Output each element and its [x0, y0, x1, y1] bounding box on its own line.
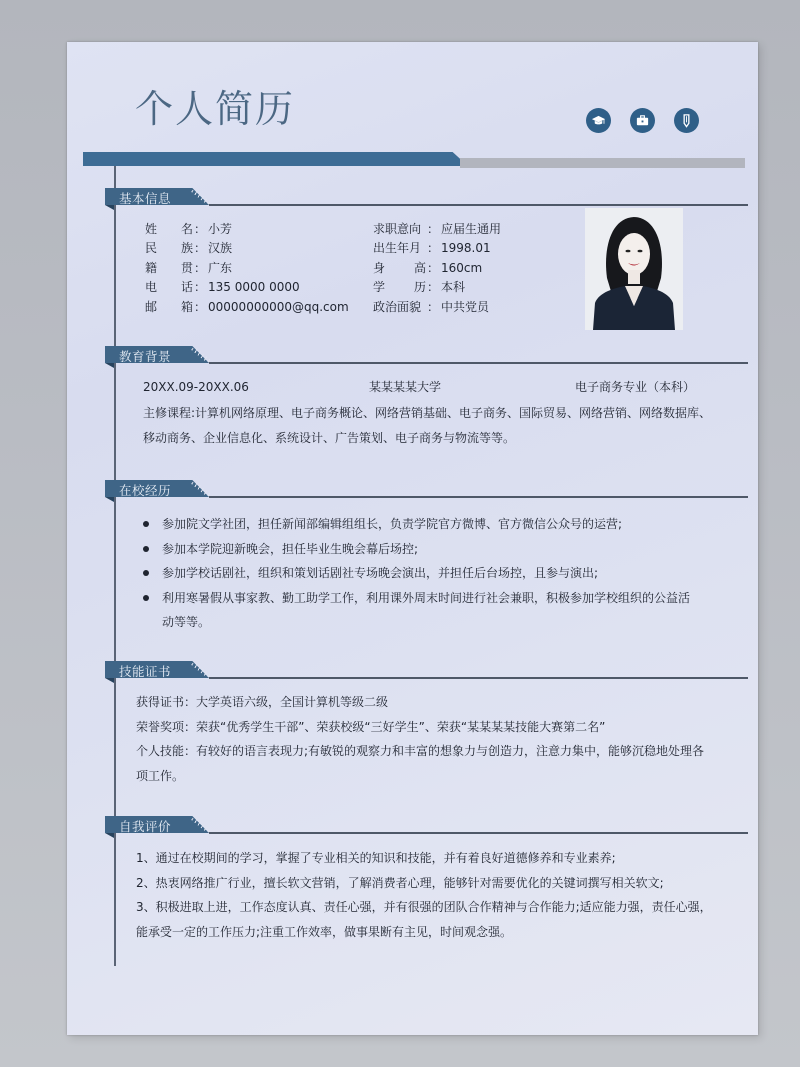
list-item: 利用寒暑假从事家教、勤工助学工作，利用课外周末时间进行社会兼职，积极参加学校组织的公益活动等等。 [140, 586, 700, 635]
education-major: 电子商务专业（本科） [575, 380, 696, 394]
basic-info-right [373, 219, 501, 317]
colon: ： [194, 241, 207, 256]
info-row-job-intent [373, 219, 501, 239]
label: 话 [180, 280, 193, 295]
section-header-skills [105, 661, 213, 679]
height-value: 160cm [441, 260, 483, 275]
label: 出生年月 [373, 241, 422, 256]
info-row-height [373, 258, 501, 278]
self-eval-line: 2、热衷网络推广行业，擅长软文营销，了解消费者心理，能够针对需要优化的关键词撰写相关软文; [136, 875, 664, 890]
colon: ： [194, 260, 207, 275]
label: 姓 [145, 221, 158, 236]
colon: ： [194, 280, 207, 295]
info-row-hometown [145, 258, 349, 278]
section-rule [209, 677, 748, 679]
label: 历 [413, 280, 426, 295]
profile-photo [585, 208, 683, 330]
self-eval-line: 1、通过在校期间的学习，掌握了专业相关的知识和技能，并有着良好道德修养和专业素养; [136, 851, 616, 865]
label: 籍 [145, 260, 158, 275]
label: 邮 [145, 299, 158, 314]
colon: ： [427, 260, 440, 275]
section-rule [209, 362, 748, 364]
list-item: 参加学校话剧社，组织和策划话剧社专场晚会演出，并担任后台场控，且参与演出; [140, 561, 700, 586]
basic-info-left [145, 219, 349, 317]
education-courses [143, 401, 743, 450]
self-eval-content [136, 846, 716, 944]
header-bar-blue [83, 152, 468, 166]
section-header-campus [105, 480, 213, 498]
personal-skills-line: 个人技能：有较好的语言表现力;有敏锐的观察力和丰富的想象力与创造力，注意力集中，能够沉稳地处理各项工作。 [136, 744, 705, 783]
section-fold [105, 497, 114, 502]
graduation-cap-icon [586, 108, 611, 133]
ethnicity-value: 汉族 [208, 241, 233, 256]
section-rule [209, 832, 748, 834]
label: 名 [180, 221, 193, 236]
courses-line: 移动商务、企业信息化、系统设计、广告策划、电子商务与物流等等。 [143, 430, 516, 445]
campus-experience-list [140, 512, 700, 635]
section-header-education [105, 346, 213, 364]
phone-value: 135 0000 0000 [208, 280, 300, 295]
header-icons [586, 108, 699, 133]
honors-line: 荣誉奖项：荣获“优秀学生干部”、荣获校级“三好学生”、荣获“某某某某技能大赛第二名” [136, 719, 606, 734]
info-row-political [373, 297, 501, 317]
skills-content [136, 690, 716, 788]
section-fold [105, 363, 114, 368]
section-title: 教育背景 [119, 349, 172, 364]
colon: ： [194, 221, 207, 236]
list-item: 参加院文学社团，担任新闻部编辑组组长，负责学院官方微博、官方微信公众号的运营; [140, 512, 700, 537]
colon: ： [427, 241, 440, 256]
birth-value: 1998.01 [441, 241, 491, 256]
certificates-line: 获得证书：大学英语六级，全国计算机等级二级 [136, 695, 389, 709]
name-value: 小芳 [208, 221, 233, 236]
degree-value: 本科 [441, 280, 466, 295]
section-title: 在校经历 [119, 483, 172, 498]
info-row-name [145, 219, 349, 239]
info-row-phone [145, 278, 349, 298]
label: 身 [373, 260, 386, 275]
self-eval-line: 3、积极进取上进，工作态度认真、责任心强，并有很强的团队合作精神与合作能力;适应能力强，责任心强，能承受一定的工作压力;注重工作效率，做事果断有主见，时间观念强。 [136, 900, 712, 939]
briefcase-icon [630, 108, 655, 133]
section-header-self-eval [105, 816, 213, 834]
section-rule [209, 496, 748, 498]
info-row-degree [373, 278, 501, 298]
info-row-ethnicity [145, 239, 349, 259]
section-fold [105, 678, 114, 683]
email-value: 00000000000@qq.com [208, 299, 349, 314]
colon: ： [427, 221, 440, 236]
education-school: 某某某某大学 [369, 380, 442, 394]
section-fold [105, 833, 114, 838]
portrait-icon [585, 208, 683, 330]
education-period: 20XX.09-20XX.06 [143, 380, 249, 394]
section-title: 基本信息 [119, 191, 172, 206]
section-rule [209, 204, 748, 206]
label: 民 [145, 241, 158, 256]
label: 学 [373, 280, 386, 295]
info-row-birth [373, 239, 501, 259]
label: 高 [413, 260, 426, 275]
courses-line: 主修课程:计算机网络原理、电子商务概论、网络营销基础、电子商务、国际贸易、网络营销、网络数据库、 [143, 406, 712, 420]
list-item: 参加本学院迎新晚会，担任毕业生晚会幕后场控; [140, 537, 700, 562]
label: 政治面貌 [373, 299, 422, 314]
info-row-email [145, 297, 349, 317]
resume-paper [67, 42, 758, 1035]
job-intent-value: 应届生通用 [441, 221, 502, 236]
hometown-value: 广东 [208, 260, 233, 275]
label: 族 [180, 241, 193, 256]
header-bar-grey [460, 158, 745, 168]
political-value: 中共党员 [441, 299, 490, 314]
colon: ： [427, 280, 440, 295]
label: 箱 [180, 299, 193, 314]
timeline-vertical-line [114, 166, 116, 966]
section-header-basic-info [105, 188, 213, 206]
label: 求职意向 [373, 221, 422, 236]
colon: ： [427, 299, 440, 314]
label: 电 [145, 280, 158, 295]
resume-title: 个人简历 [135, 87, 296, 131]
section-title: 自我评价 [119, 819, 172, 834]
section-title: 技能证书 [119, 664, 172, 679]
colon: ： [194, 299, 207, 314]
label: 贯 [180, 260, 193, 275]
pencil-icon [674, 108, 699, 133]
section-fold [105, 205, 114, 210]
